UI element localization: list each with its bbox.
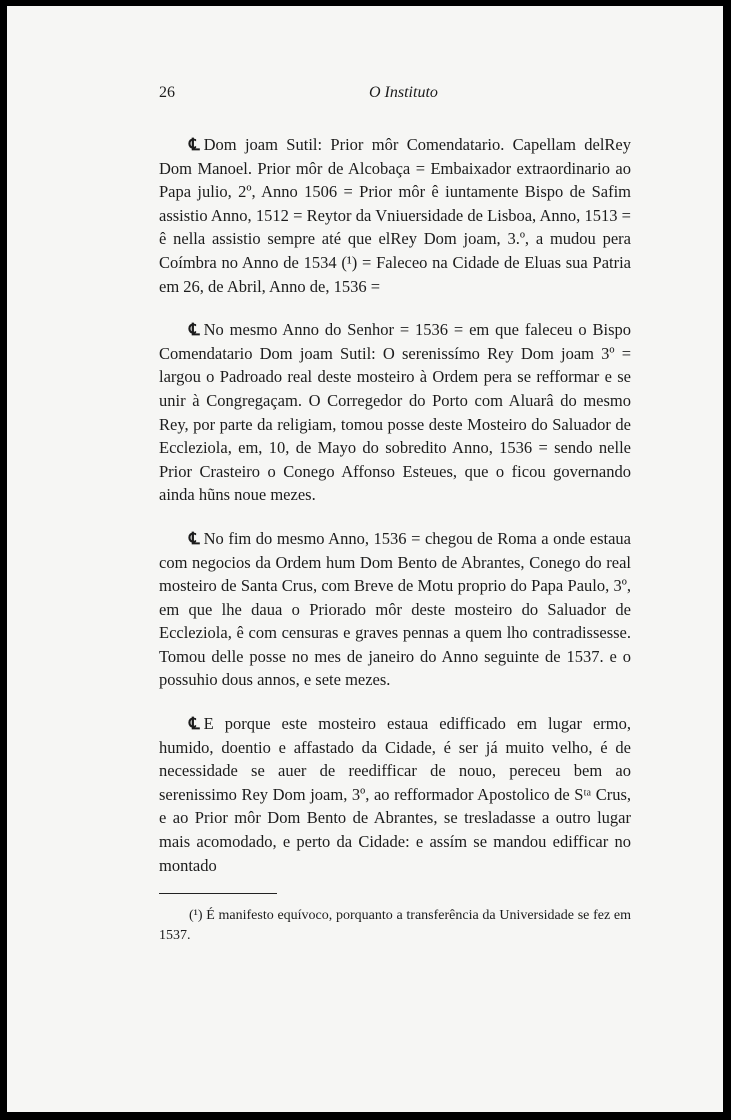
paragraph-mark-icon: ℄ — [189, 714, 200, 734]
paragraph-text: Dom joam Sutil: Prior môr Comendatario. Capellam delRey Dom Manoel. Prior môr de Alcobaça = Embaixador extraordinario ao Papa julio, 2º, Anno 1506 = Prior môr ê iuntamente Bispo de Safim assistio Anno, 1512 = Reytor da Vniuersidade de Lisboa, Anno, 1513 = ê nella assistio sempre até que elRey Dom joam, 3.º, a mudou pera Coímbra no Anno de 1534 (¹) = Faleceo na Cidade de Eluas sua Patria em 26, de Abril, Anno de, 1536 = — [159, 135, 631, 296]
paragraph-text: No fim do mesmo Anno, 1536 = chegou de Roma a onde estaua com negocios da Ordem hum Dom Bento de Abrantes, Conego do real mosteiro de Santa Crus, com Breve de Motu proprio do Papa Paulo, 3º, em que lhe daua o Priorado môr deste mosteiro do Saluador de Eccleziola, ê com censuras e graves pennas a quem lho contradissesse. Tomou delle posse no mes de janeiro do Anno seguinte de 1537. e o possuhio dous annos, e sete mezes. — [159, 528, 631, 690]
book-page — [7, 6, 723, 1112]
paragraph-text: E porque este mosteiro estaua edifficado em lugar ermo, humido, doentio e affastado da Cidade, é ser já muito velho, é de necessidade se auer de reedifficar de nouo, pereceu bem ao serenissimo Rey Dom joam, 3º, ao refformador Apostolico de Sᵗᵃ Crus, e ao Prior môr Dom Bento de Abrantes, se tresladasse a outro lugar mais acomodado, e perto da Cidade: e assím se mandou edifficar no montado — [159, 714, 631, 875]
paragraph-text: No mesmo Anno do Senhor = 1536 = em que faleceu o Bispo Comendatario Dom joam Sutil: O serenissímo Rey Dom joam 3º = largou o Padroado real deste mosteiro à Ordem pera se refformar e se unir à Congregaçam. O Corregedor do Porto com Aluarâ do mesmo Rey, por parte da religiam, tomou posse deste Mosteiro do Saluador de Eccleziola, em, 10, de Mayo do sobredito Anno, 1536 = sendo nelle Prior Crasteiro o Conego Affonso Esteues, que o ficou governando ainda hũns noue mezes. — [159, 320, 631, 505]
body-text — [159, 133, 631, 897]
journal-title: O Instituto — [369, 84, 438, 101]
footnote: (¹) É manifesto equívoco, porquanto a transferência da Universidade se fez em 1537. — [159, 908, 631, 943]
paragraph-dom-joam-sutil — [159, 133, 631, 298]
paragraph-mark-icon: ℄ — [189, 320, 200, 340]
paragraph-mark-icon: ℄ — [189, 528, 200, 548]
paragraph-mark-icon: ℄ — [189, 135, 200, 154]
page-number: 26 — [159, 84, 175, 101]
footnote-divider — [159, 893, 277, 894]
paragraph-mesmo-anno — [159, 318, 631, 507]
paragraph-porque-mosteiro — [159, 712, 631, 877]
paragraph-fim-do-anno — [159, 527, 631, 692]
running-head — [159, 84, 629, 108]
